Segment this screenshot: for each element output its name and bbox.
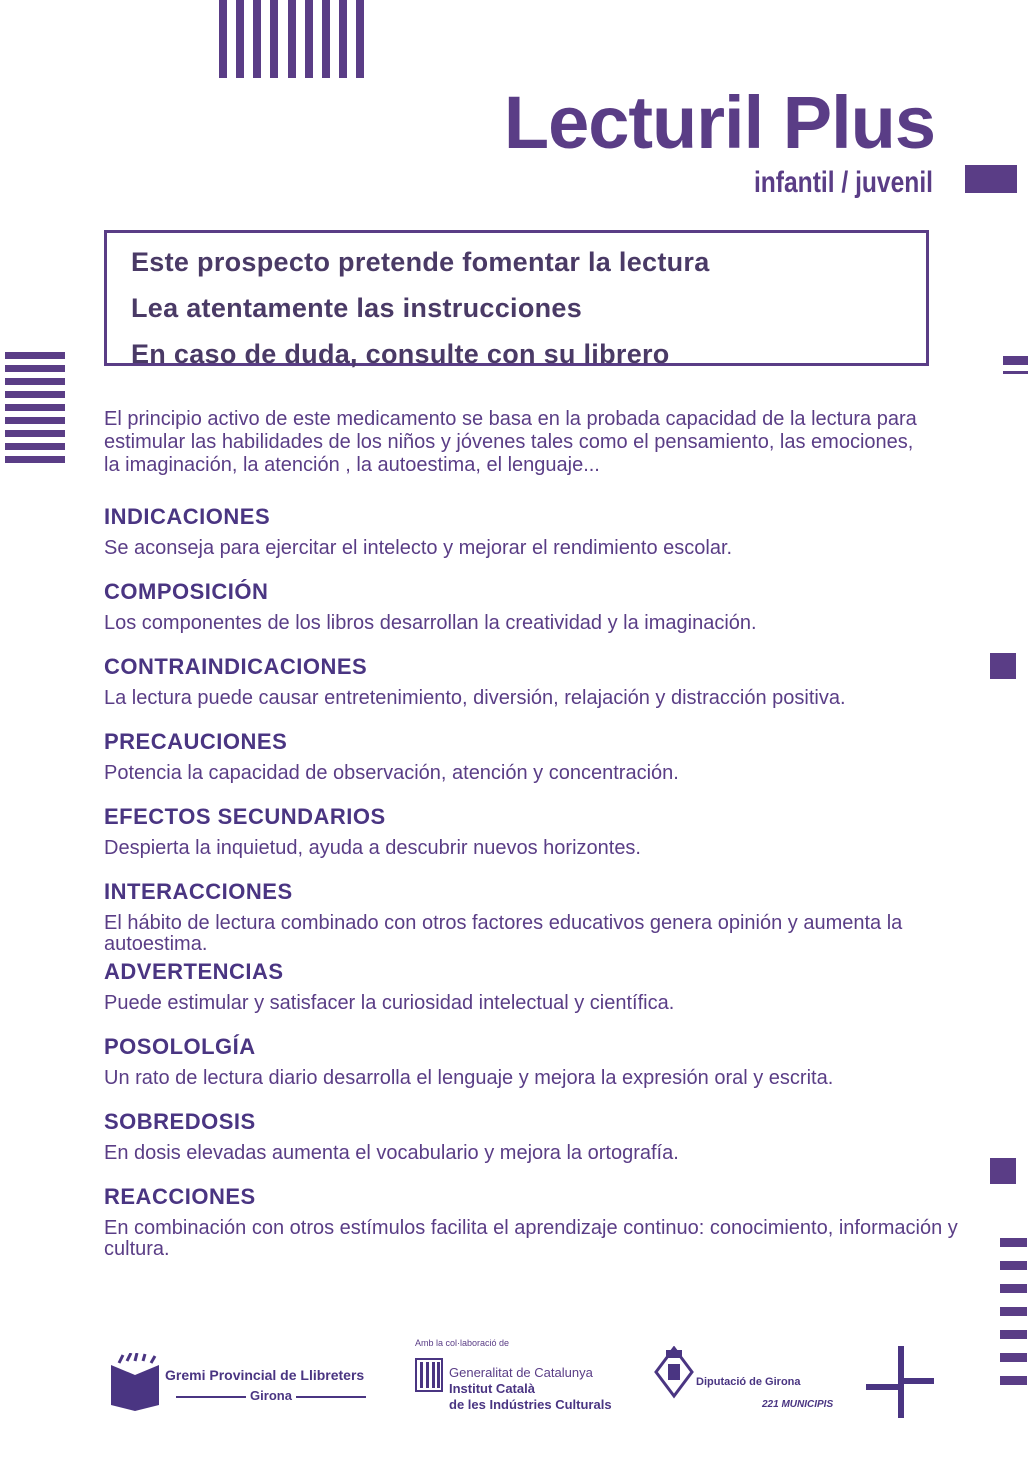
section-heading: INDICACIONES xyxy=(104,504,271,529)
decorative-square xyxy=(990,1158,1016,1184)
institut-name-cont: de les Indústries Culturals xyxy=(449,1397,612,1412)
section-text: Un rato de lectura diario desarrolla el lenguaje y mejora la expresión oral y escrita. xyxy=(104,1067,834,1089)
section-text: En dosis elevadas aumenta el vocabulario y mejora la ortografía. xyxy=(104,1142,679,1164)
institut-name: Institut Català xyxy=(449,1381,535,1396)
section-heading: INTERACCIONES xyxy=(104,879,293,904)
section-heading: CONTRAINDICACIONES xyxy=(104,654,368,679)
cross-icon xyxy=(866,1346,936,1418)
generalitat-logo xyxy=(415,1358,645,1418)
decorative-bars-right xyxy=(1003,356,1028,380)
crest-icon xyxy=(654,1346,694,1402)
notice-line: Lea atentamente las instrucciones xyxy=(131,293,583,323)
diputacio-name: Diputació de Girona xyxy=(696,1376,801,1388)
notice-box xyxy=(104,230,929,369)
gremi-city: Girona xyxy=(250,1388,292,1403)
notice-line: En caso de duda, consulte con su librero xyxy=(131,339,670,369)
gremi-logo xyxy=(109,1353,379,1413)
collaboration-label: Amb la col·laboració de xyxy=(415,1338,510,1348)
generalitat-name: Generalitat de Catalunya xyxy=(449,1365,593,1380)
section-heading: PRECAUCIONES xyxy=(104,729,288,754)
decorative-barcode-top xyxy=(219,0,364,78)
section-text: Se aconseja para ejercitar el intelecto y mejorar el rendimiento escolar. xyxy=(104,537,733,559)
book-icon xyxy=(109,1353,161,1411)
section-heading: SOBREDOSIS xyxy=(104,1109,256,1134)
section-text: Puede estimular y satisfacer la curiosidad intelectual y científica. xyxy=(104,992,675,1014)
diputacio-logo xyxy=(654,1346,844,1416)
section-heading: COMPOSICIÓN xyxy=(104,579,269,604)
decorative-square xyxy=(990,653,1016,679)
diputacio-tagline: 221 MUNICIPIS xyxy=(762,1399,834,1410)
section-heading: EFECTOS SECUNDARIOS xyxy=(104,804,386,829)
gremi-name: Gremi Provincial de Llibreters xyxy=(165,1367,365,1383)
gremi-city-line xyxy=(165,1388,377,1403)
section-text: En combinación con otros estímulos facilita el aprendizaje continuo: conocimiento, información y cultura. xyxy=(104,1217,958,1260)
decorative-bars-bottom-right xyxy=(1000,1238,1027,1399)
section-text: El hábito de lectura combinado con otros factores educativos genera opinión y aumenta la autoestima. xyxy=(104,912,903,955)
notice-line: Este prospecto pretende fomentar la lectura xyxy=(131,247,710,277)
page-title: Lecturil Plus xyxy=(503,81,935,164)
section-heading: ADVERTENCIAS xyxy=(104,959,284,984)
decorative-block xyxy=(965,165,1017,193)
section-text: Los componentes de los libros desarrollan la creatividad y la imaginación. xyxy=(104,612,757,634)
footer-logos xyxy=(104,1338,939,1428)
sections-list xyxy=(104,500,959,1260)
intro-paragraph: El principio activo de este medicamento se basa en la probada capacidad de la lectura para estimular las habilidades de los niños y jóvenes tales como el pensamiento, las emociones, la imaginación, la atención , la autoestima, el lenguaje... xyxy=(104,408,917,476)
section-text: La lectura puede causar entretenimiento, diversión, relajación y distracción positiva. xyxy=(104,687,846,709)
section-text: Potencia la capacidad de observación, atención y concentración. xyxy=(104,762,679,784)
page-subtitle: infantil / juvenil xyxy=(753,166,933,199)
section-heading: POSOLOLGÍA xyxy=(104,1034,256,1059)
section-text: Despierta la inquietud, ayuda a descubrir nuevos horizontes. xyxy=(104,837,641,859)
decorative-bars-left xyxy=(5,352,65,469)
generalitat-emblem-icon xyxy=(415,1358,443,1392)
section-heading: REACCIONES xyxy=(104,1184,256,1209)
